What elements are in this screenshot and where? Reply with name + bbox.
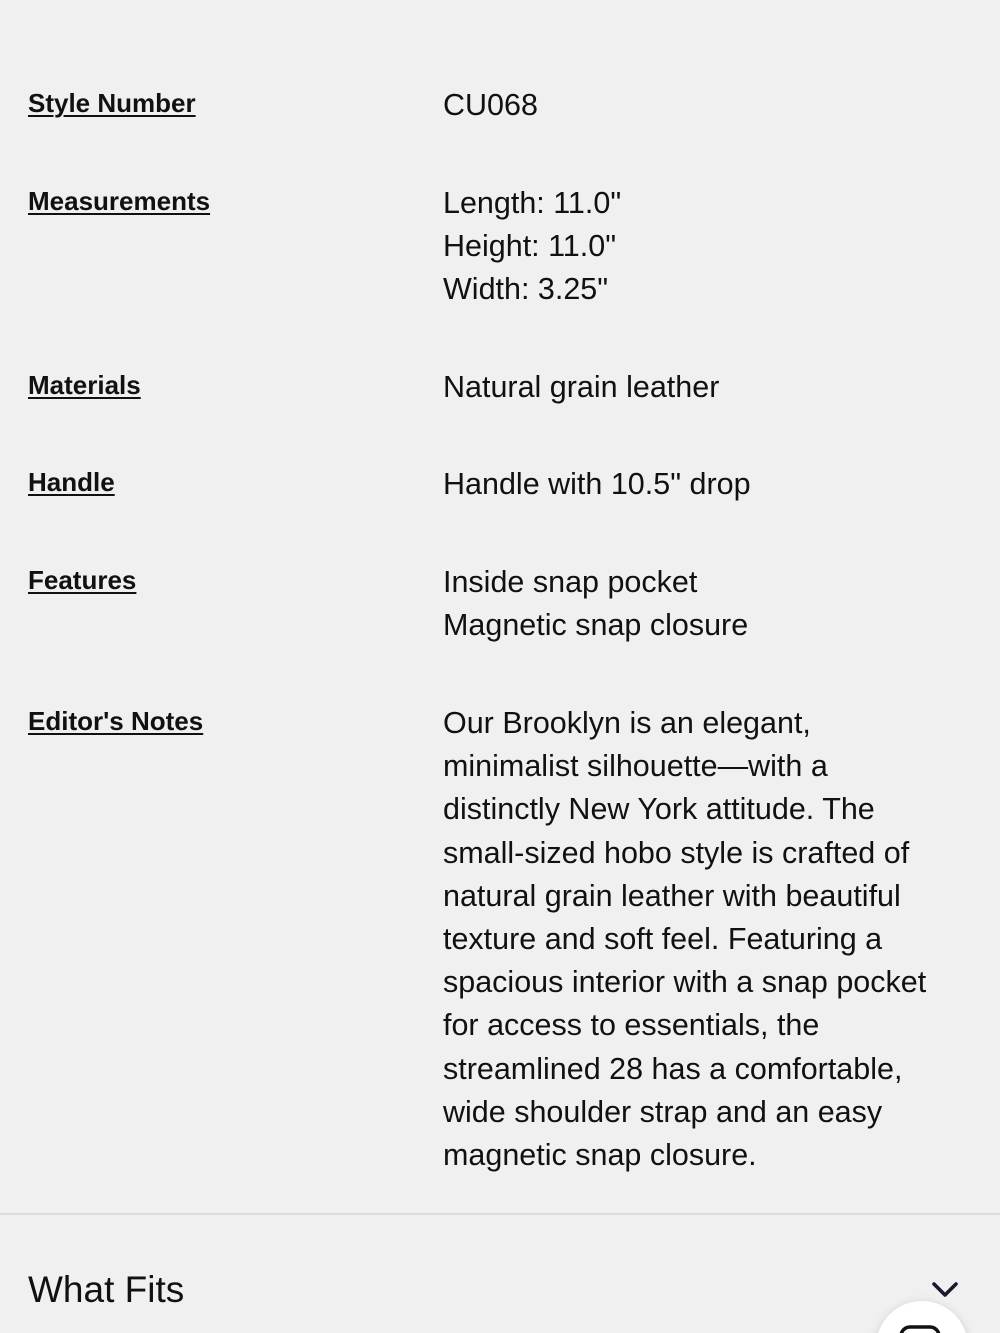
editors-notes-line: wide shoulder strap and an easy bbox=[443, 1094, 883, 1129]
style-number-value: CU068 bbox=[443, 88, 538, 122]
materials-value: Natural grain leather bbox=[443, 370, 720, 404]
features-value bbox=[443, 561, 973, 647]
what-fits-title[interactable]: What Fits bbox=[28, 1269, 185, 1310]
editors-notes-label[interactable]: Editor's Notes bbox=[28, 706, 204, 736]
chat-bubble-icon bbox=[898, 1321, 946, 1333]
editors-notes-line: minimalist silhouette—with a bbox=[443, 749, 828, 784]
editors-notes-line: magnetic snap closure. bbox=[443, 1138, 757, 1173]
feature-item: Magnetic snap closure bbox=[443, 608, 749, 642]
editors-notes-line: streamlined 28 has a comfortable, bbox=[443, 1051, 903, 1086]
editors-notes-line: small-sized hobo style is crafted of bbox=[443, 835, 910, 870]
measurement-width: Width: 3.25" bbox=[443, 272, 609, 306]
editors-notes-line: natural grain leather with beautiful bbox=[443, 878, 901, 913]
editors-notes-line: for access to essentials, the bbox=[443, 1008, 820, 1043]
features-label[interactable]: Features bbox=[28, 565, 137, 595]
handle-label[interactable]: Handle bbox=[28, 467, 115, 497]
editors-notes-line: texture and soft feel. Featuring a bbox=[443, 922, 883, 957]
feature-item: Inside snap pocket bbox=[443, 565, 698, 599]
style-number-label[interactable]: Style Number bbox=[28, 88, 196, 118]
measurements-label[interactable]: Measurements bbox=[28, 186, 211, 216]
editors-notes-line: Our Brooklyn is an elegant, bbox=[443, 706, 811, 740]
chevron-down-icon[interactable] bbox=[929, 1273, 961, 1305]
editors-notes-line: spacious interior with a snap pocket bbox=[443, 965, 927, 1000]
measurement-length: Length: 11.0" bbox=[443, 186, 622, 220]
editors-notes-line: distinctly New York attitude. The bbox=[443, 792, 875, 827]
materials-label[interactable]: Materials bbox=[28, 370, 141, 400]
handle-value: Handle with 10.5" drop bbox=[443, 467, 751, 501]
measurements-value bbox=[443, 182, 973, 311]
editors-notes-text bbox=[443, 702, 983, 1177]
measurement-height: Height: 11.0" bbox=[443, 229, 617, 263]
what-fits-accordion[interactable] bbox=[0, 1215, 1000, 1333]
